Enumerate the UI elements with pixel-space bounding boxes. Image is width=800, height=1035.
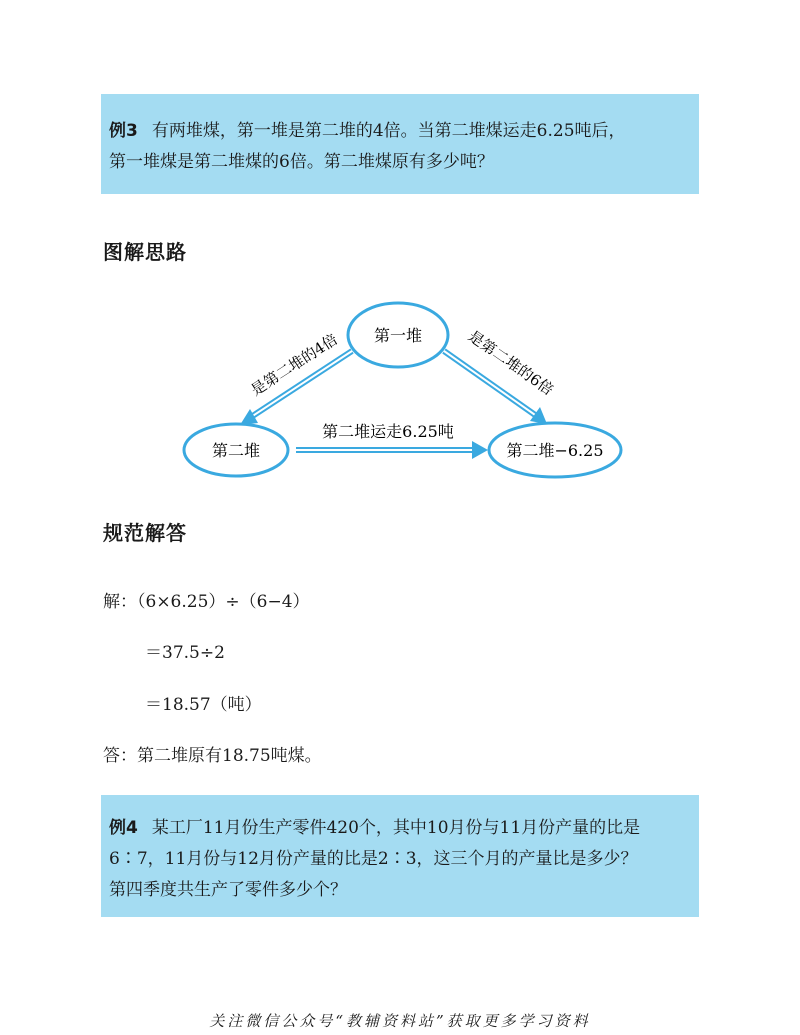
example-3-label: 例3: [109, 121, 138, 141]
example-4-label: 例4: [109, 818, 138, 838]
example-4-box: [101, 795, 699, 917]
solution-line-2: ＝37.5÷2: [145, 643, 225, 663]
example-4-line-3: 第四季度共生产了零件多少个？: [109, 880, 347, 900]
relation-diagram: [170, 295, 630, 485]
example-3-text-1: 有两堆煤，第一堆是第二堆的4倍。当第二堆煤运走6.25吨后，: [151, 121, 626, 141]
solution-line-1: 解：（6×6.25）÷（6−4）: [103, 592, 310, 612]
arrow-bottom: [296, 441, 488, 459]
arrow-bottom-label: 第二堆运走6.25吨: [322, 422, 454, 441]
solution-answer: 答：第二堆原有18.75吨煤。: [103, 746, 322, 766]
example-4-text-1: 某工厂11月份生产零件420个，其中10月份与11月份产量的比是: [151, 818, 641, 838]
example-3-line-1: [109, 116, 691, 147]
arrow-right-label: 是第二堆的6倍: [464, 326, 557, 399]
solution-line-3: ＝18.57（吨）: [145, 695, 262, 715]
example-3-box: [101, 94, 699, 194]
solution-heading: 规范解答: [103, 521, 187, 545]
footer-note: 关注微信公众号“教辅资料站”获取更多学习资料: [209, 1012, 591, 1030]
arrow-left-label: 是第二堆的4倍: [247, 330, 341, 400]
example-4-line-1: [109, 813, 691, 844]
example-3-line-2: 第一堆煤是第二堆煤的6倍。第二堆煤原有多少吨？: [109, 152, 494, 172]
node-second-pile-label: 第二堆: [211, 441, 261, 460]
node-second-pile-minus-label: 第二堆−6.25: [506, 441, 604, 460]
diagram-heading: 图解思路: [103, 240, 187, 264]
node-first-pile-label: 第一堆: [373, 326, 423, 345]
example-4-line-2: 6∶7，11月份与12月份产量的比是2∶3，这三个月的产量比是多少？: [109, 849, 638, 869]
